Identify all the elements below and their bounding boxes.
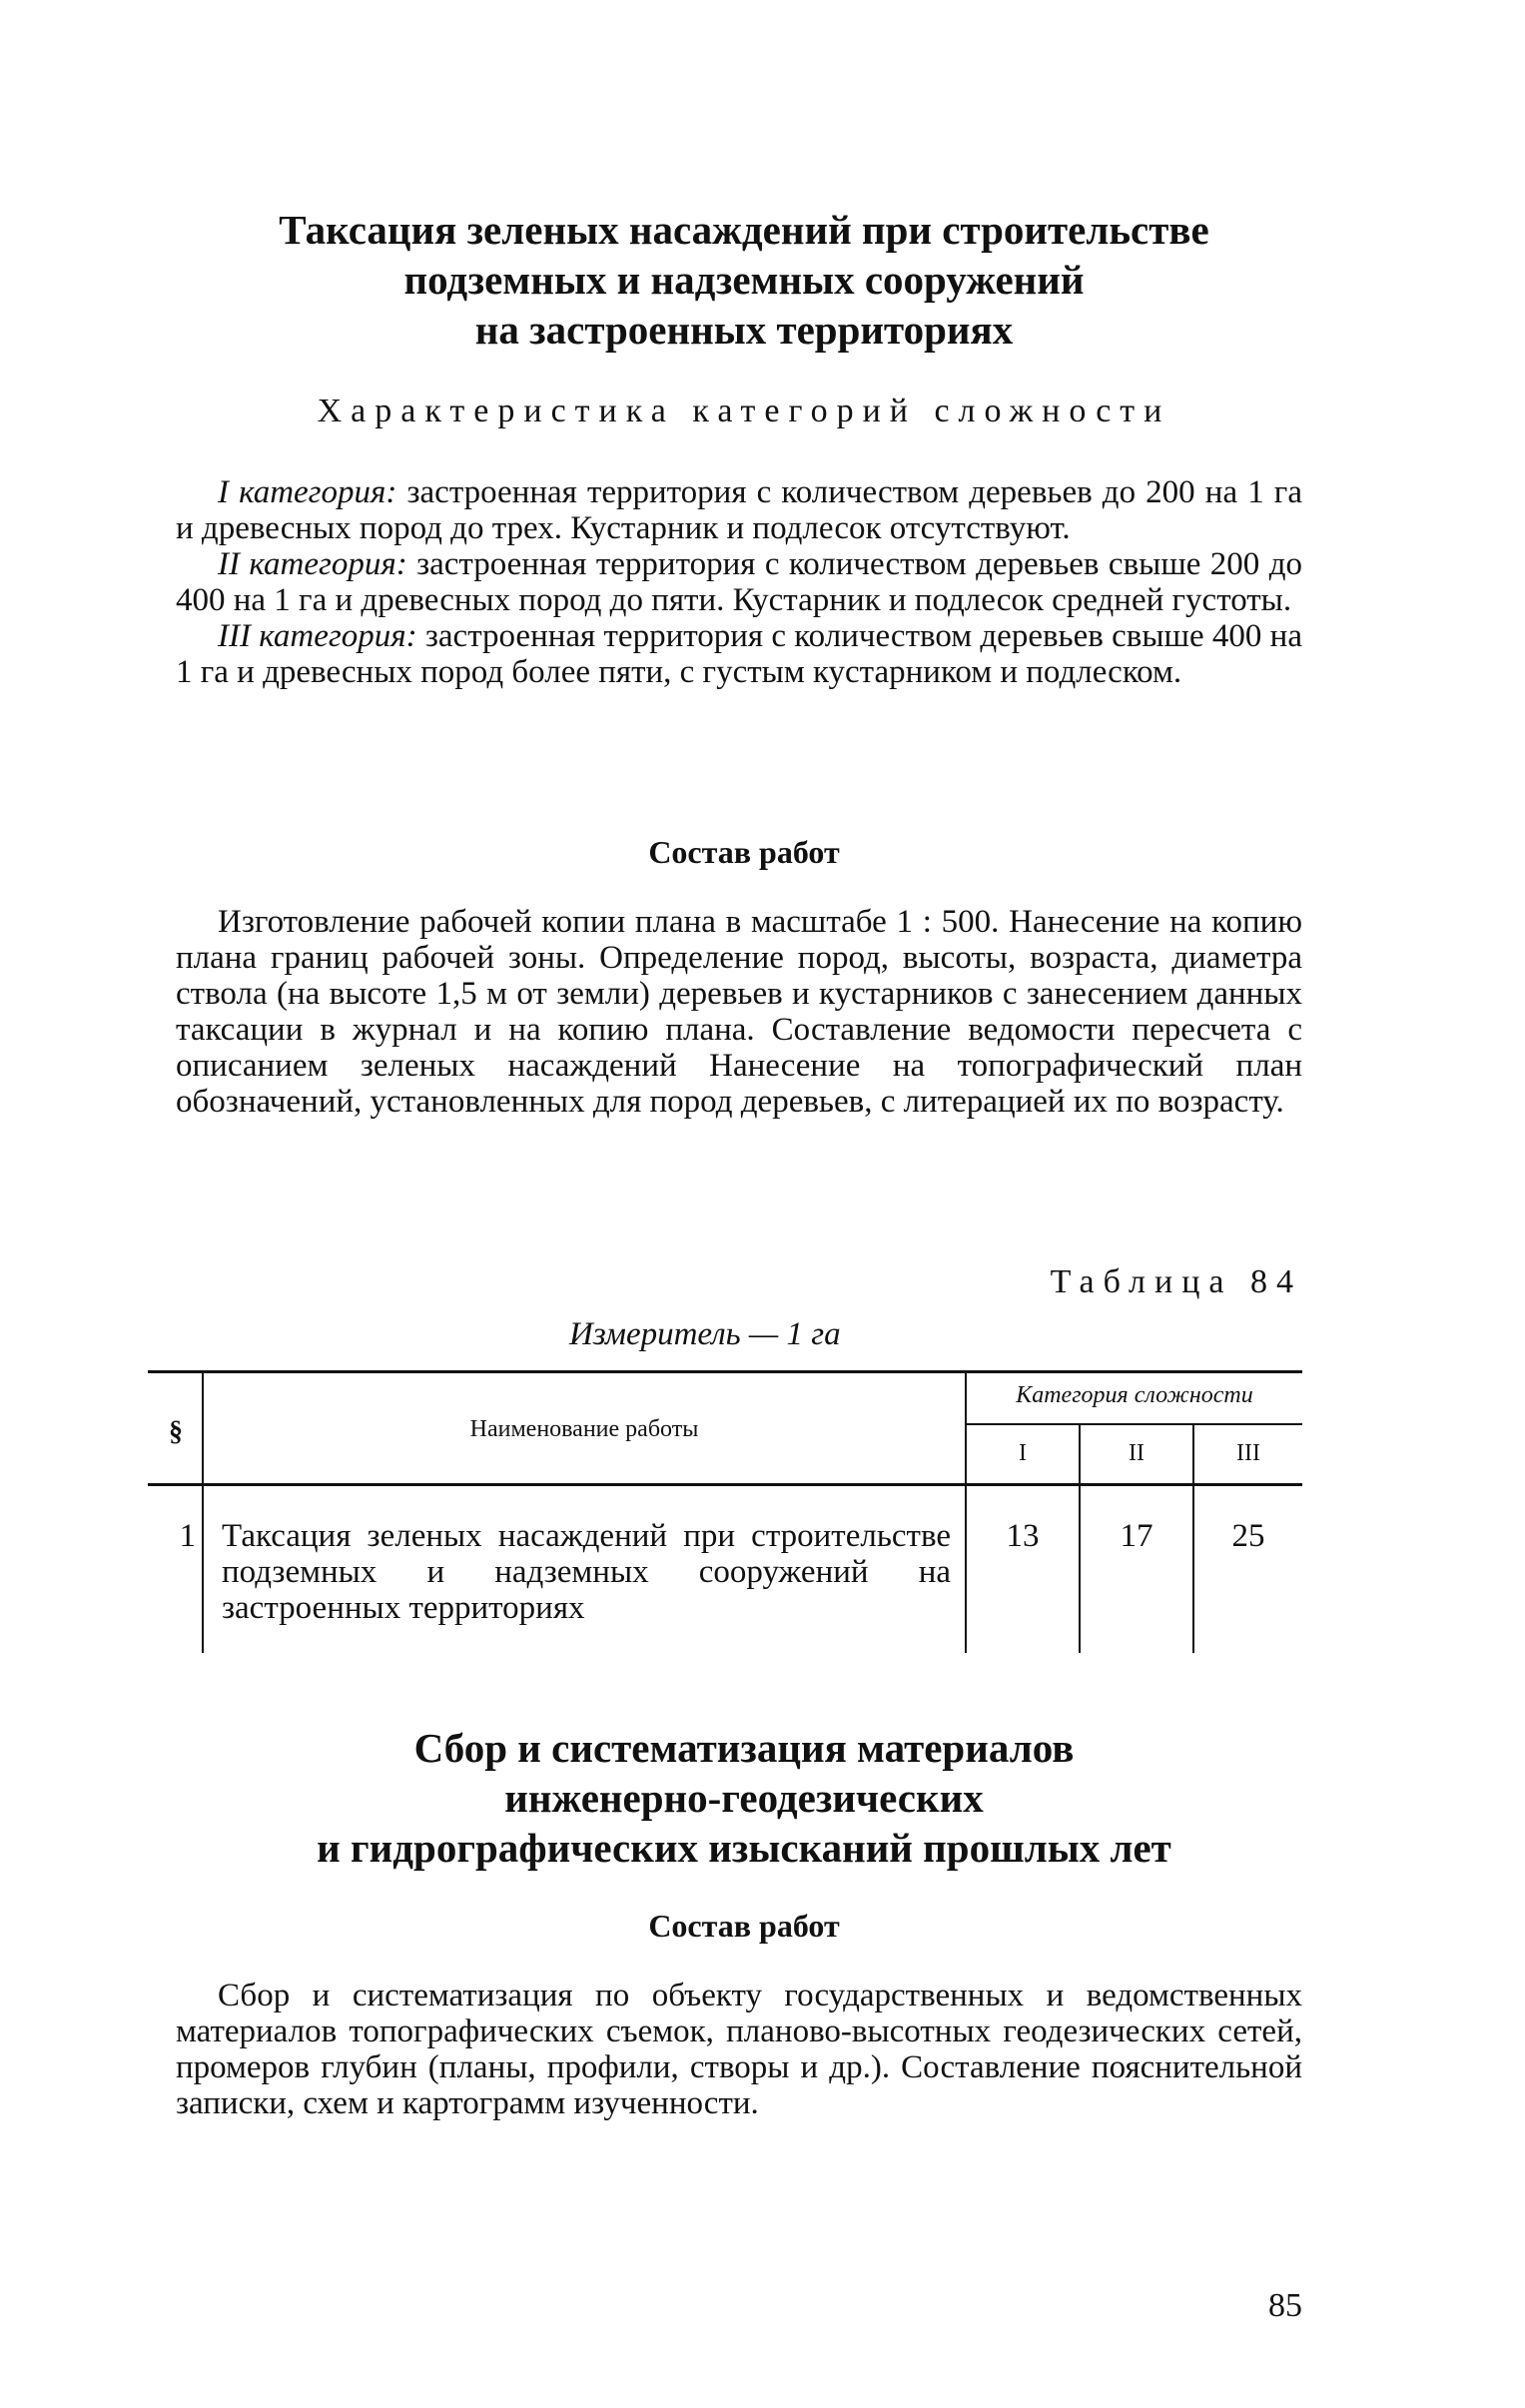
works-text: Изготовление рабочей копии плана в масштабе 1 : 500. Нанесение на копию плана границ рабочей зоны. Определение пород, высоты, возраста, диаметра ствола (на высоте 1,5 м от земли) деревьев и кустарников с занесением данных таксации в журнал и на копию плана. Составление ведомости пересчета с описанием зеленых насаждений Нанесение на топографический план обозначений, установленных для пород деревьев, с литерацией их по возрасту. xyxy=(176,904,1302,1120)
section-title-line: Таксация зеленых насаждений при строительстве xyxy=(279,207,1209,253)
category-text: застроенная территория с количеством деревьев свыше 400 на 1 га и древесных пород более пяти, с густым кустарником и подлеском. xyxy=(176,618,1302,690)
page-number: 85 xyxy=(1268,2287,1302,2324)
table-col-divider xyxy=(202,1370,204,1653)
category-label: I категория: xyxy=(218,474,397,510)
works-heading: Состав работ xyxy=(648,834,840,870)
table-cell-value: 17 xyxy=(1120,1518,1153,1554)
works-description-2 xyxy=(176,1978,1302,2121)
table-col-divider xyxy=(965,1370,967,1653)
categories-subtitle: Характеристика категорий сложности xyxy=(317,393,1171,429)
category-text: застроенная территория с количеством деревьев свыше 200 до 400 на 1 га и древесных пород до пяти. Кустарник и подлесок средней густоты. xyxy=(176,546,1302,618)
category-paragraph xyxy=(176,546,1302,618)
category-paragraph xyxy=(176,474,1302,546)
table-measure: Измеритель — 1 га xyxy=(569,1316,841,1352)
table-header-cat-1: I xyxy=(1019,1440,1027,1466)
section-title-2 xyxy=(150,1723,1338,1873)
table-header-cat-2: II xyxy=(1129,1440,1144,1466)
table-top-rule xyxy=(148,1370,1302,1373)
works-heading-2: Состав работ xyxy=(648,1908,840,1944)
category-label: II категория: xyxy=(218,546,407,582)
section-title-line: на застроенных территориях xyxy=(474,307,1014,353)
table-header-name: Наименование работы xyxy=(469,1416,699,1442)
table-cell-name: Таксация зеленых насаждений при строительстве подземных и надземных сооружений на застроенных территориях xyxy=(222,1518,951,1626)
section-title-line: и гидрографических изысканий прошлых лет xyxy=(317,1825,1171,1871)
section-title xyxy=(150,205,1338,355)
table-header-cat-3: III xyxy=(1236,1440,1260,1466)
category-text: застроенная территория с количеством деревьев до 200 на 1 га и древесных пород до трех. Кустарник и подлесок отсутствуют. xyxy=(176,474,1302,546)
section-title-line: Сбор и систематизация материалов xyxy=(413,1725,1075,1771)
categories-description xyxy=(176,474,1302,690)
table-header-rule xyxy=(148,1483,1302,1486)
table-header-num: § xyxy=(169,1416,183,1447)
table-subheader-rule xyxy=(967,1423,1302,1425)
category-label: III категория: xyxy=(218,618,417,654)
section-title-line: подземных и надземных сооружений xyxy=(403,257,1085,303)
table-cell-value: 13 xyxy=(1006,1518,1040,1554)
works-description xyxy=(176,904,1302,1120)
table-header-category: Категория сложности xyxy=(1016,1382,1253,1408)
table-cell-num: 1 xyxy=(179,1518,196,1554)
table-title: Таблица 84 xyxy=(1050,1263,1302,1300)
section-title-line: инженерно-геодезических xyxy=(504,1775,984,1821)
works-text-2: Сбор и систематизация по объекту государственных и ведомственных материалов топографических съемок, планово-высотных геодезических сетей, промеров глубин (планы, профили, створы и др.). Составление пояснительной записки, схем и картограмм изученности. xyxy=(176,1978,1302,2121)
category-paragraph xyxy=(176,618,1302,690)
table-cell-value: 25 xyxy=(1231,1518,1265,1554)
